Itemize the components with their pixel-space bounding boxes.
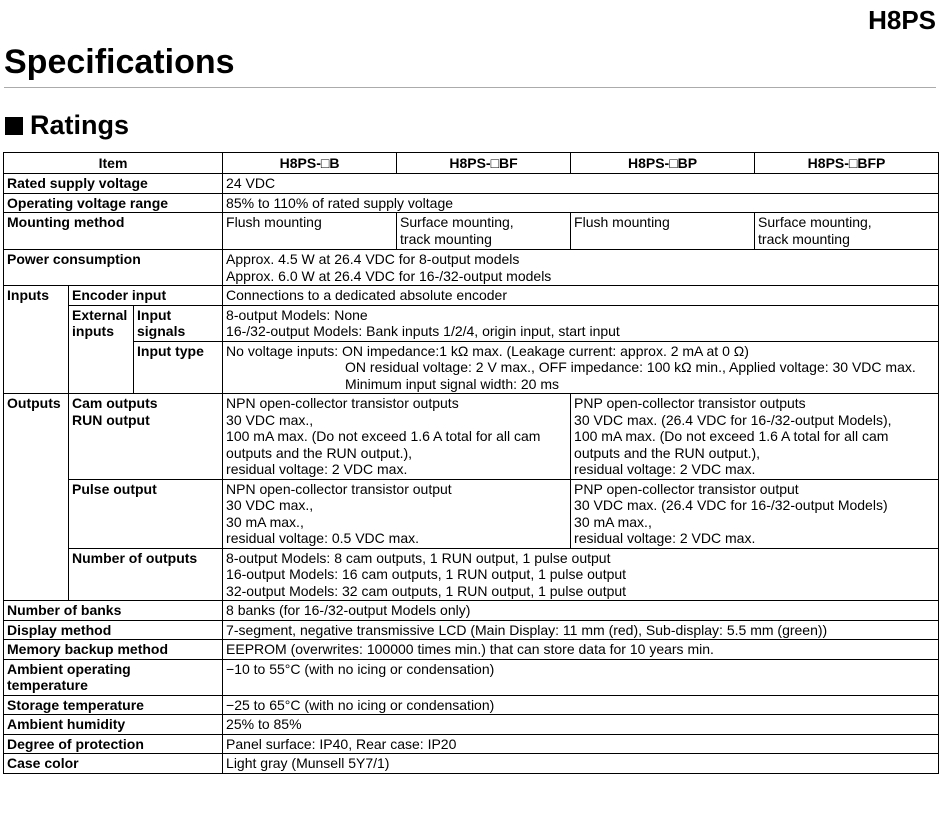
row-value: Surface mounting, track mounting	[755, 213, 939, 250]
row-label: Cam outputs RUN output	[69, 394, 223, 480]
table-row	[4, 193, 939, 213]
row-value: 8-output Models: None 16-/32-output Models: Bank inputs 1/2/4, origin input, start input	[223, 305, 939, 341]
row-label: Input type	[134, 341, 223, 394]
table-row	[4, 695, 939, 715]
title-divider	[4, 87, 936, 88]
group-label-outputs: Outputs	[4, 394, 69, 601]
table-row	[4, 715, 939, 735]
row-label: Number of outputs	[69, 548, 223, 601]
row-value: NPN open-collector transistor output 30 VDC max., 30 mA max., residual voltage: 0.5 VDC max.	[223, 479, 571, 548]
row-value: Flush mounting	[571, 213, 755, 250]
row-label: Memory backup method	[4, 640, 223, 660]
square-bullet-icon	[5, 117, 23, 135]
ratings-table	[3, 152, 939, 774]
row-label: Mounting method	[4, 213, 223, 250]
table-row	[4, 250, 939, 286]
row-value: 8 banks (for 16-/32-output Models only)	[223, 601, 939, 621]
table-row	[4, 659, 939, 695]
table-row	[4, 734, 939, 754]
row-label: Power consumption	[4, 250, 223, 286]
row-label: Number of banks	[4, 601, 223, 621]
row-label: Encoder input	[69, 286, 223, 306]
row-value	[223, 341, 939, 394]
row-value: Connections to a dedicated absolute encoder	[223, 286, 939, 306]
page-title: Specifications	[4, 43, 235, 81]
table-row	[4, 601, 939, 621]
row-value: EEPROM (overwrites: 100000 times min.) that can store data for 10 years min.	[223, 640, 939, 660]
column-header-bp: H8PS-□BP	[571, 153, 755, 174]
section-title: Ratings	[30, 110, 130, 140]
table-row	[4, 394, 939, 480]
group-label-inputs: Inputs	[4, 286, 69, 394]
table-row	[4, 620, 939, 640]
row-label: Ambient humidity	[4, 715, 223, 735]
column-header-bf: H8PS-□BF	[397, 153, 571, 174]
table-row	[4, 305, 939, 341]
row-label: Ambient operating temperature	[4, 659, 223, 695]
table-row	[4, 341, 939, 394]
input-type-line: ON residual voltage: 2 V max., OFF impedance: 100 kΩ min., Applied voltage: 30 VDC max.	[345, 359, 916, 375]
subgroup-label-external-inputs: External inputs	[69, 305, 134, 394]
model-name: H8PS	[868, 5, 936, 35]
table-row	[4, 548, 939, 601]
row-label: Display method	[4, 620, 223, 640]
row-value: PNP open-collector transistor outputs 30 VDC max. (26.4 VDC for 16-/32-output Models), 100 mA max. (Do not exceed 1.6 A total for all cam outputs and the RUN output.), residual voltage: 2 VDC max.	[571, 394, 939, 480]
table-row	[4, 213, 939, 250]
row-label: Input signals	[134, 305, 223, 341]
row-value: Flush mounting	[223, 213, 397, 250]
column-header-item: Item	[4, 153, 223, 174]
row-label: Pulse output	[69, 479, 223, 548]
input-type-line: No voltage inputs: ON impedance:1 kΩ max. (Leakage current: approx. 2 mA at 0 Ω)	[226, 342, 749, 359]
row-value: 24 VDC	[223, 174, 939, 194]
row-value: NPN open-collector transistor outputs 30 VDC max., 100 mA max. (Do not exceed 1.6 A total for all cam outputs and the RUN output.), residual voltage: 2 VDC max.	[223, 394, 571, 480]
table-row	[4, 754, 939, 774]
table-row	[4, 286, 939, 306]
column-header-bfp: H8PS-□BFP	[755, 153, 939, 174]
row-value: Light gray (Munsell 5Y7/1)	[223, 754, 939, 774]
input-type-line: Minimum input signal width: 20 ms	[345, 375, 560, 392]
row-value: Panel surface: IP40, Rear case: IP20	[223, 734, 939, 754]
row-value: PNP open-collector transistor output 30 VDC max. (26.4 VDC for 16-/32-output Models) 30 mA max., residual voltage: 2 VDC max.	[571, 479, 939, 548]
row-label: Storage temperature	[4, 695, 223, 715]
row-label: Operating voltage range	[4, 193, 223, 213]
column-header-b: H8PS-□B	[223, 153, 397, 174]
row-label: Degree of protection	[4, 734, 223, 754]
row-value: 85% to 110% of rated supply voltage	[223, 193, 939, 213]
row-label: Rated supply voltage	[4, 174, 223, 194]
row-value: Surface mounting, track mounting	[397, 213, 571, 250]
row-value: −10 to 55°C (with no icing or condensation)	[223, 659, 939, 695]
table-row	[4, 640, 939, 660]
row-value: Approx. 4.5 W at 26.4 VDC for 8-output models Approx. 6.0 W at 26.4 VDC for 16-/32-output models	[223, 250, 939, 286]
row-value: 25% to 85%	[223, 715, 939, 735]
row-value: −25 to 65°C (with no icing or condensation)	[223, 695, 939, 715]
table-row	[4, 174, 939, 194]
row-value: 8-output Models: 8 cam outputs, 1 RUN output, 1 pulse output 16-output Models: 16 cam outputs, 1 RUN output, 1 pulse output 32-output Models: 32 cam outputs, 1 RUN output, 1 pulse output	[223, 548, 939, 601]
table-row	[4, 479, 939, 548]
section-heading	[5, 110, 129, 141]
row-value: 7-segment, negative transmissive LCD (Main Display: 11 mm (red), Sub-display: 5.5 mm (green))	[223, 620, 939, 640]
row-label: Case color	[4, 754, 223, 774]
table-header-row	[4, 153, 939, 174]
